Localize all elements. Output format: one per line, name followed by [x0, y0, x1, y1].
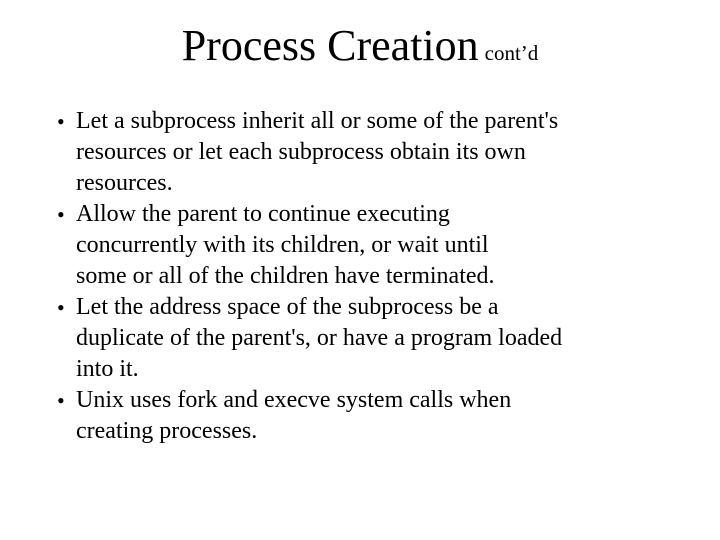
bullet-icon: • — [57, 109, 65, 134]
bullet-line: resources or let each subprocess obtain its own — [76, 139, 526, 165]
title-text: Process Creation — [181, 21, 479, 70]
bullet-item — [48, 292, 688, 385]
bullet-line: creating processes. — [76, 418, 258, 444]
bullet-list — [48, 106, 688, 447]
title-suffix: cont’d — [484, 41, 539, 65]
bullet-line: Let the address space of the subprocess be a — [76, 294, 499, 320]
bullet-line: some or all of the children have terminated. — [76, 263, 495, 289]
bullet-item — [48, 106, 688, 199]
bullet-item — [48, 385, 688, 447]
bullet-icon: • — [57, 388, 65, 413]
bullet-icon: • — [57, 295, 65, 320]
bullet-icon: • — [57, 202, 65, 227]
bullet-line: concurrently with its children, or wait until — [76, 232, 489, 258]
bullet-item — [48, 199, 688, 292]
bullet-line: resources. — [76, 170, 173, 196]
bullet-line: Let a subprocess inherit all or some of the parent's — [76, 108, 559, 134]
bullet-line: duplicate of the parent's, or have a program loaded — [76, 325, 563, 351]
bullet-line: Unix uses fork and execve system calls when — [76, 387, 512, 413]
slide-title — [0, 18, 720, 81]
bullet-line: into it. — [76, 356, 139, 382]
bullet-line: Allow the parent to continue executing — [76, 201, 450, 227]
